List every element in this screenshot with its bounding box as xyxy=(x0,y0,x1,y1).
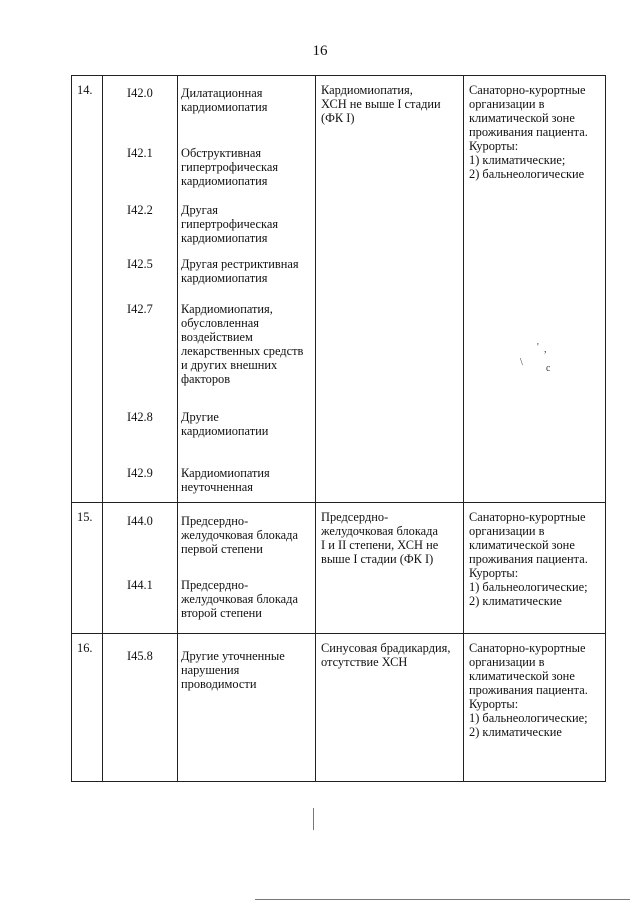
condition-cell xyxy=(316,76,464,503)
page-number: 16 xyxy=(312,43,328,59)
recommendation-text: Санаторно-курортные организации в климатической зоне проживания пациента. Курорты: 1) бальнеологические; 2) климатические xyxy=(469,641,588,739)
diagnosis-cell xyxy=(178,76,316,503)
icd-code: I42.7 xyxy=(127,302,153,316)
row-number: 15. xyxy=(77,510,93,524)
row-number-cell xyxy=(72,76,103,503)
diagnosis-text: Предсердно- желудочковая блокада первой степени xyxy=(181,514,298,556)
row-number: 14. xyxy=(77,83,93,97)
condition-cell xyxy=(316,634,464,782)
resort-recommendation-table xyxy=(71,75,606,782)
diagnosis-text: Дилатационная кардиомиопатия xyxy=(181,86,268,114)
table-row xyxy=(72,76,606,503)
icd-code: I44.0 xyxy=(127,514,153,528)
scan-mark: c xyxy=(546,363,551,374)
diagnosis-text: Другие уточненные нарушения проводимости xyxy=(181,649,285,691)
scan-line xyxy=(313,808,314,830)
icd-code: I42.1 xyxy=(127,146,153,160)
icd-code: I42.9 xyxy=(127,466,153,480)
row-number: 16. xyxy=(77,641,93,655)
scan-mark: \ xyxy=(520,357,523,368)
scan-line xyxy=(255,899,630,900)
condition-text: Предсердно- желудочковая блокада I и II степени, ХСН не выше I стадии (ФК I) xyxy=(321,510,439,566)
recommendation-text: Санаторно-курортные организации в климатической зоне проживания пациента. Курорты: 1) климатические; 2) бальнеологические xyxy=(469,83,588,181)
diagnosis-text: Другая рестриктивная кардиомиопатия xyxy=(181,257,299,285)
diagnosis-text: Кардиомиопатия неуточненная xyxy=(181,466,270,494)
icd-code: I42.5 xyxy=(127,257,153,271)
scan-mark: , xyxy=(544,344,547,355)
icd-code: I42.2 xyxy=(127,203,153,217)
condition-text: Синусовая брадикардия, отсутствие ХСН xyxy=(321,641,451,669)
icd-code: I45.8 xyxy=(127,649,153,663)
recommendation-cell xyxy=(464,634,606,782)
recommendation-cell xyxy=(464,76,606,503)
diagnosis-text: Другие кардиомиопатии xyxy=(181,410,269,438)
icd-code: I42.8 xyxy=(127,410,153,424)
recommendation-cell xyxy=(464,503,606,634)
row-number-cell xyxy=(72,503,103,634)
diagnosis-text: Предсердно- желудочковая блокада второй степени xyxy=(181,578,298,620)
icd-code: I42.0 xyxy=(127,86,153,100)
diagnosis-text: Другая гипертрофическая кардиомиопатия xyxy=(181,203,279,245)
recommendation-text: Санаторно-курортные организации в климатической зоне проживания пациента. Курорты: 1) бальнеологические; 2) климатические xyxy=(469,510,588,608)
diagnosis-text: Обструктивная гипертрофическая кардиомиопатия xyxy=(181,146,279,188)
code-cell xyxy=(103,76,178,503)
diagnosis-text: Кардиомиопатия, обусловленная воздействием лекарственных средств и других внешних факторов xyxy=(181,302,304,386)
condition-cell xyxy=(316,503,464,634)
icd-code: I44.1 xyxy=(127,578,153,592)
scan-mark: ' xyxy=(537,342,539,353)
row-number-cell xyxy=(72,634,103,782)
condition-text: Кардиомиопатия, ХСН не выше I стадии (ФК I) xyxy=(321,83,441,125)
